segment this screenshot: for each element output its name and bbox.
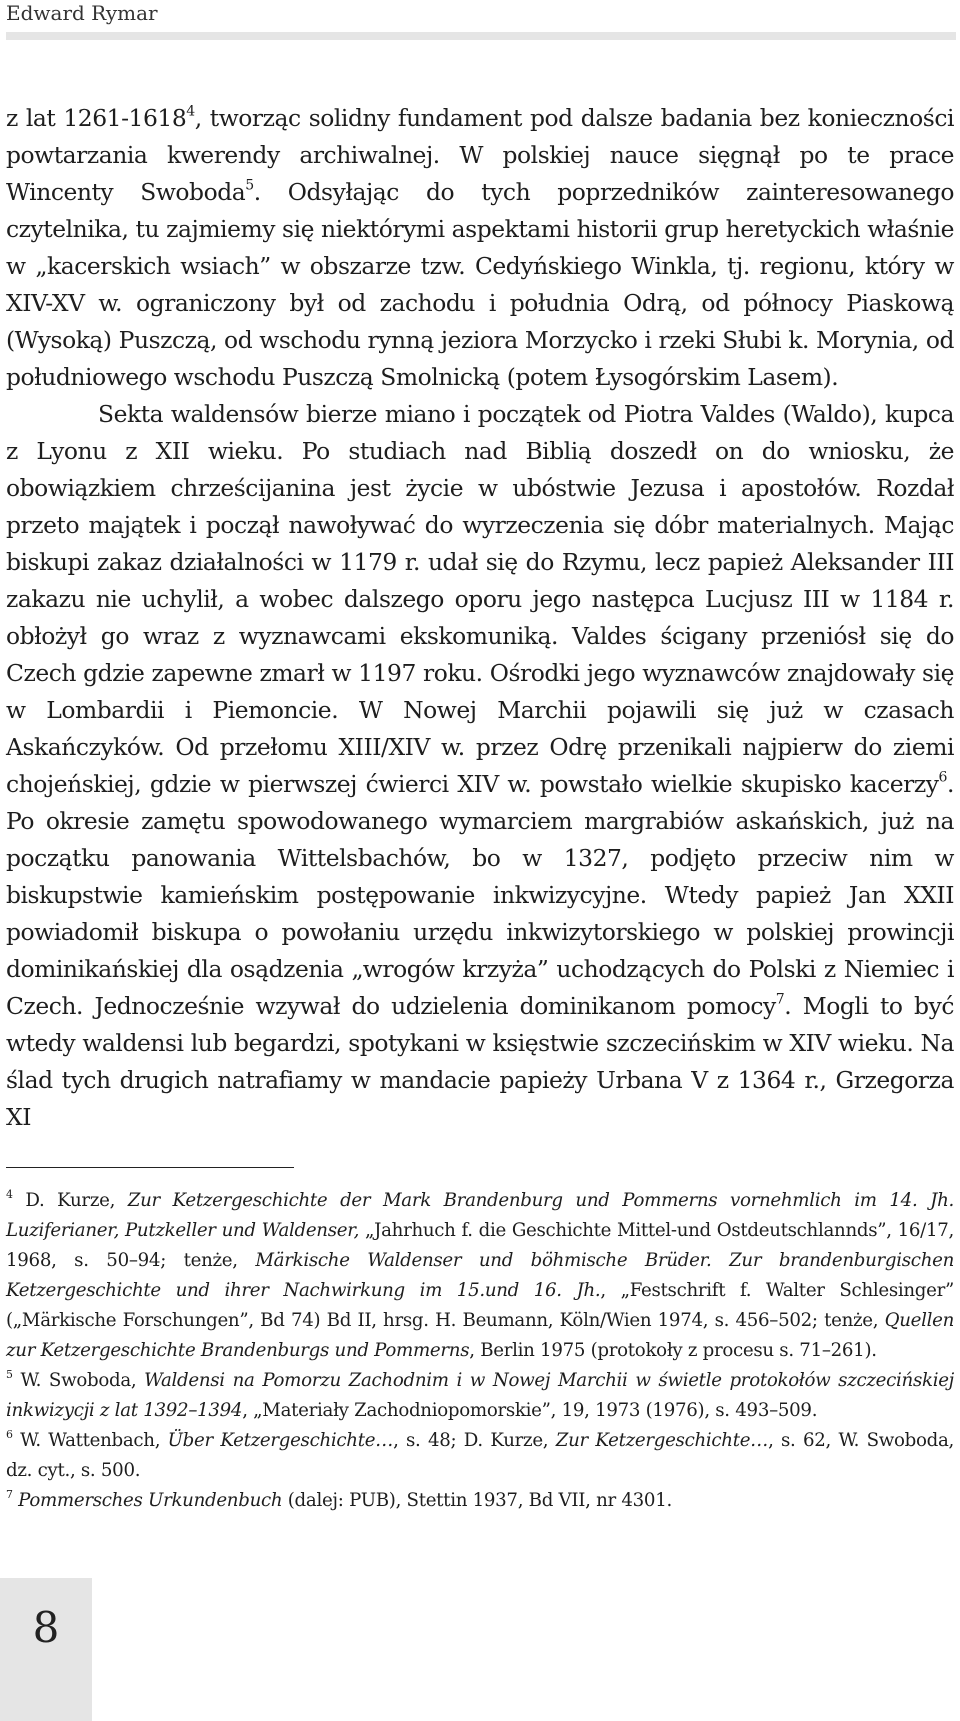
footnote-ref-7[interactable]: 7 bbox=[775, 991, 785, 1008]
footnote-title: Über Ketzergeschichte… bbox=[167, 1430, 394, 1451]
footnote-ref-4[interactable]: 4 bbox=[186, 103, 195, 120]
footnote-title: Märkische Waldenser und böhmische Brüder. Zur brandenburgischen Ketzergeschichte und ihrer Nachwirkung im 15.und 16. Jh. bbox=[6, 1250, 954, 1301]
footnote-4 bbox=[6, 1186, 954, 1366]
header-rule bbox=[6, 32, 956, 40]
footnote-text: , s. 48; D. Kurze, bbox=[393, 1430, 556, 1451]
footnote-text: , „Materiały Zachodniopomorskie”, 19, 1973 (1976), s. 493–509. bbox=[242, 1400, 818, 1421]
footnote-ref-6[interactable]: 6 bbox=[938, 769, 947, 786]
footnote-5 bbox=[6, 1366, 954, 1426]
page-number: 8 bbox=[32, 1603, 60, 1652]
paragraph-2-part-a: Sekta waldensów bierze miano i początek od Piotra Valdes (Waldo), kupca z Lyonu z XII wieku. Po studiach nad Biblią doszedł on do wniosku, że obowiązkiem chrześcijanina jest życie w ubóstwie Jezusa i apostołów. Rozdał przeto majątek i począł nawoływać do wyrzeczenia się dóbr materialnych. Mając biskupi zakaz działalności w 1179 r. udał się do Rzymu, lecz papież Aleksander III zakazu nie uchylił, a wobec dalszego oporu jego następca Lucjusz III w 1184 r. obłożył go wraz z wyznawcami ekskomuniką. Valdes ścigany przeniósł się do Czech gdzie zapewne zmarł w 1197 roku. Ośrodki jego wyznawców znajdowały się w Lombardii i Piemoncie. W Nowej Marchii pojawili się już w czasach Askańczyków. Od przełomu XIII/XIV w. przez Odrę przenikali najpierw do ziemi chojeńskiej, gdzie w pierwszej ćwierci XIV w. powstało wielkie skupisko kacerzy bbox=[6, 400, 954, 798]
page-number-box bbox=[0, 1578, 92, 1721]
running-head-author: Edward Rymar bbox=[6, 1, 158, 25]
footnote-title: Zur Ketzergeschichte der Mark Brandenburg und Pommerns vornehmlich im 14. Jh. Luziferianer, Putzkeller und Waldenser, bbox=[6, 1190, 955, 1241]
paragraph-1-part-a: z lat 1261-1618 bbox=[6, 104, 187, 132]
footnote-title: Pommersches Urkundenbuch bbox=[18, 1490, 283, 1511]
footnote-text: , Berlin 1975 (protokoły z procesu s. 71–261). bbox=[469, 1340, 877, 1361]
footnote-number: 5 bbox=[6, 1367, 13, 1381]
footnote-ref-5[interactable]: 5 bbox=[245, 177, 254, 194]
paragraph-1-part-c: . Odsyłając do tych poprzedników zainteresowanego czytelnika, tu zajmiemy się niektórymi aspektami historii grup heretyckich właśnie w „kacerskich wsiach” w obszarze tzw. Cedyńskiego Winkla, tj. regionu, który w XIV-XV w. ograniczony był od zachodu i południa Odrą, od północy Piaskową (Wysoką) Puszczą, od wschodu rynną jeziora Morzycko i rzeki Słubi k. Morynia, od południowego wschodu Puszczą Smolnicką (potem Łysogórskim Lasem). bbox=[6, 178, 955, 391]
footnote-title: Zur Ketzergeschichte… bbox=[555, 1430, 769, 1451]
paragraph-1-part-b: , tworząc solidny fundament pod dalsze badania bez konieczności powtarzania kwerendy archiwalnej. W polskiej nauce sięgnął po te prace Wincenty Swoboda bbox=[6, 104, 954, 206]
footnote-rule bbox=[6, 1167, 294, 1168]
footnote-text: „Jahrhuch f. die Geschichte Mittel-und Ostdeutschlannds”, 16/17, 1968, s. 50–94; tenże, bbox=[6, 1220, 954, 1271]
footnotes bbox=[6, 1186, 954, 1516]
footnote-text: W. Swoboda, bbox=[20, 1370, 145, 1391]
paragraph-2-part-c: . Mogli to być wtedy waldensi lub begardzi, spotykani w księstwie szczecińskim w XIV wieku. Na ślad tych drugich natrafiamy w mandacie papieży Urbana V z 1364 r., Grzegorza XI bbox=[6, 992, 954, 1131]
footnote-number: 4 bbox=[6, 1187, 13, 1201]
footnote-text: D. Kurze, bbox=[25, 1190, 128, 1211]
footnote-number: 7 bbox=[6, 1487, 13, 1501]
footnote-title: Waldensi na Pomorzu Zachodnim i w Nowej Marchii w świetle protokołów szczecińskiej inkwizycji z lat 1392–1394 bbox=[6, 1370, 955, 1421]
footnote-text: , „Festschrift f. Walter Schlesinger” („Märkische Forschungen”, Bd 74) Bd II, hrsg. H. Beumann, Köln/Wien 1974, s. 456–502; tenże, bbox=[6, 1280, 954, 1331]
footnote-7 bbox=[6, 1486, 954, 1516]
footnote-title: Quellen zur Ketzergeschichte Brandenburgs und Pommerns bbox=[6, 1310, 954, 1361]
footnote-number: 6 bbox=[6, 1427, 13, 1441]
body-text bbox=[6, 100, 954, 1136]
footnote-6 bbox=[6, 1426, 954, 1486]
footnote-text: (dalej: PUB), Stettin 1937, Bd VII, nr 4301. bbox=[282, 1490, 672, 1511]
paragraph-2-part-b: . Po okresie zamętu spowodowanego wymarciem margrabiów askańskich, już na początku panowania Wittelsbachów, bo w 1327, podjęto przeciw nim w biskupstwie kamieńskim postępowanie inkwizycyjne. Wtedy papież Jan XXII powiadomił biskupa o powołaniu urzędu inkwizytorskiego w polskiej prowincji dominikańskiej dla osądzenia „wrogów krzyża” uchodzących do Polski z Niemiec i Czech. Jednocześnie wzywał do udzielenia dominikanom pomocy bbox=[6, 770, 954, 1020]
paragraph-2 bbox=[6, 396, 954, 1136]
footnote-text: W. Wattenbach, bbox=[20, 1430, 168, 1451]
footnote-text: , s. 62, W. Swoboda, dz. cyt., s. 500. bbox=[6, 1430, 955, 1481]
paragraph-1 bbox=[6, 100, 954, 396]
